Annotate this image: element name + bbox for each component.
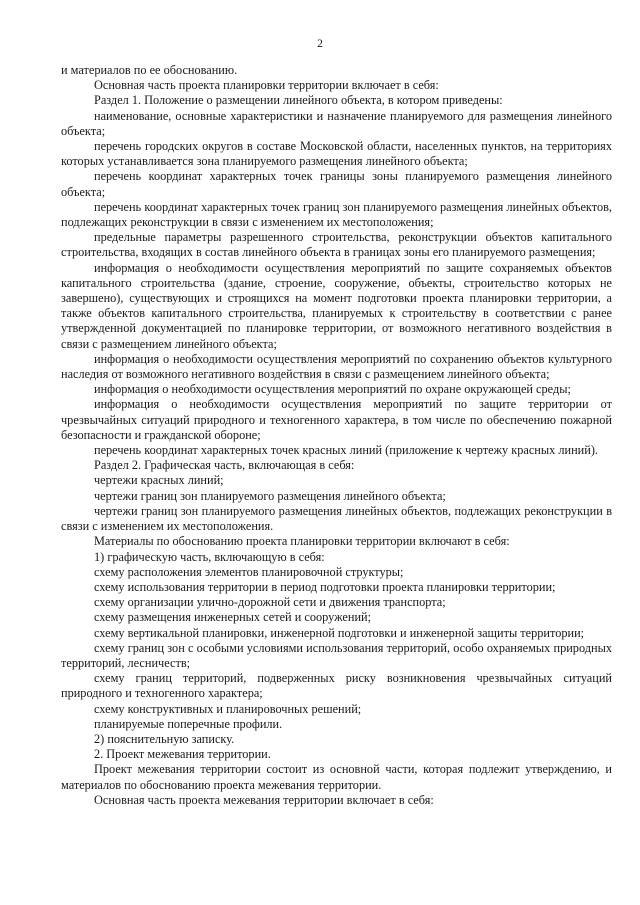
paragraph: Раздел 1. Положение о размещении линейного объекта, в котором приведены:: [94, 93, 503, 108]
paragraph: перечень координат характерных точек границы зоны планируемого размещения линейного объекта;: [61, 169, 612, 199]
paragraph: 1) графическую часть, включающую в себя:: [94, 549, 325, 564]
paragraph: планируемые поперечные профили.: [94, 716, 283, 731]
paragraph: предельные параметры разрешенного строительства, реконструкции объектов капитального строительства, входящих в состав линейного объекта в границах зоны его планируемого размещения;: [61, 230, 612, 260]
paragraph: схему организации улично-дорожной сети и движения транспорта;: [94, 595, 446, 610]
paragraph: информация о необходимости осуществления мероприятий по охране окружающей среды;: [94, 382, 571, 397]
document-body: [61, 63, 612, 808]
paragraph: Проект межевания территории состоит из основной части, которая подлежит утверждению, и материалов по обоснованию проекта межевания территории.: [61, 762, 612, 792]
paragraph: чертежи красных линий;: [94, 473, 224, 488]
paragraph: Материалы по обоснованию проекта планировки территории включают в себя:: [94, 534, 510, 549]
paragraph: Основная часть проекта планировки территории включает в себя:: [94, 78, 439, 93]
paragraph: схему использования территории в период подготовки проекта планировки территории;: [94, 579, 556, 594]
paragraph: перечень координат характерных точек красных линий (приложение к чертежу красных линий).: [94, 443, 598, 458]
paragraph: наименование, основные характеристики и назначение планируемого для размещения линейного объекта;: [61, 108, 612, 138]
paragraph: Основная часть проекта межевания территории включает в себя:: [94, 792, 434, 807]
paragraph: чертежи границ зон планируемого размещения линейных объектов, подлежащих реконструкции в связи с изменением их местоположения.: [61, 503, 612, 534]
page-number: 2: [317, 38, 323, 50]
paragraph: схему конструктивных и планировочных решений;: [94, 701, 362, 716]
paragraph: информация о необходимости осуществления мероприятий по защите сохраняемых объектов капитального строительства (здание, строение, сооружение, объекты, строительство которых не завершено), существующих и строящихся на момент подготовки проекта планировки территории, а также объектов капитального строительства, планируемых к строительству в соответствии с ранее утвержденной документацией по планировке территории, от возможного негативного воздействия в связи с размещением линейного объекта;: [61, 260, 612, 351]
paragraph: информация о необходимости осуществления мероприятий по защите территории от чрезвычайных ситуаций природного и техногенного характера, в том числе по обеспечению пожарной безопасности и гражданской обороне;: [61, 397, 612, 442]
paragraph: 2) пояснительную записку.: [94, 731, 235, 746]
paragraph: схему границ зон с особыми условиями использования территорий, особо охраняемых природных территорий, лесничеств;: [61, 640, 612, 670]
paragraph: схему расположения элементов планировочной структуры;: [94, 564, 404, 579]
paragraph: информация о необходимости осуществления мероприятий по сохранению объектов культурного наследия от возможного негативного воздействия в связи с размещением линейного объекта;: [61, 351, 612, 382]
paragraph: Раздел 2. Графическая часть, включающая в себя:: [94, 458, 355, 473]
paragraph: схему размещения инженерных сетей и сооружений;: [94, 610, 372, 625]
paragraph: перечень координат характерных точек границ зон планируемого размещения линейных объектов, подлежащих реконструкции в связи с изменением их местоположения;: [61, 199, 612, 230]
paragraph: перечень городских округов в составе Московской области, населенных пунктов, на территориях которых устанавливается зона планируемого размещения линейного объекта;: [61, 139, 612, 169]
paragraph: и материалов по ее обоснованию.: [61, 63, 238, 77]
paragraph: 2. Проект межевания территории.: [94, 747, 271, 762]
paragraph: чертежи границ зон планируемого размещения линейного объекта;: [94, 488, 446, 503]
paragraph: схему границ территорий, подверженных риску возникновения чрезвычайных ситуаций природного и техногенного характера;: [61, 671, 612, 701]
paragraph: схему вертикальной планировки, инженерной подготовки и инженерной защиты территории;: [94, 625, 585, 640]
